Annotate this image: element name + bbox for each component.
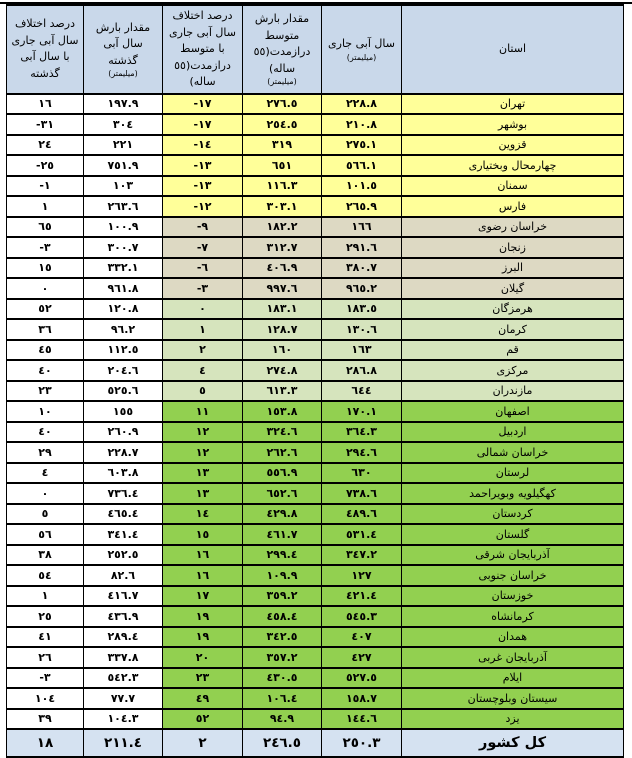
cell-longterm_avg: ٣٥٩.٢: [243, 586, 322, 607]
cell-pct_vs_last: ١٠: [7, 401, 84, 422]
cell-province: گیلان: [402, 278, 624, 299]
cell-pct_vs_last: ٤٠: [7, 422, 84, 443]
cell-last_year: ٣٣٧.٨: [84, 647, 163, 668]
cell-last_year: ٤١٦.٧: [84, 586, 163, 607]
cell-pct_vs_last: ٢٦: [7, 647, 84, 668]
cell-last_year: ٤٦٥.٤: [84, 504, 163, 525]
cell-last_year: ٩٦١.٨: [84, 278, 163, 299]
cell-last_year: ١٠٤.٣: [84, 709, 163, 730]
cell-current_year: ٥٢٧.٥: [322, 668, 402, 689]
cell-last_year: ٧٧.٧: [84, 688, 163, 709]
cell-current_year: ٥٤٥.٣: [322, 606, 402, 627]
cell-longterm_avg: ٢٩٩.٤: [243, 545, 322, 566]
cell-longterm_avg: ٣٠٣.١: [243, 196, 322, 217]
cell-province: البرز: [402, 258, 624, 279]
total-cell-pct_vs_longterm: ٢: [163, 729, 243, 757]
table-row: [7, 586, 624, 607]
cell-last_year: ٢٦٠.٩: [84, 422, 163, 443]
cell-province: مازندران: [402, 381, 624, 402]
table-row: [7, 647, 624, 668]
table-row: [7, 565, 624, 586]
column-unit-label: (میلیمتر): [346, 52, 377, 62]
cell-pct_vs_last: ١٥: [7, 258, 84, 279]
cell-current_year: ٢٨٦.٨: [322, 360, 402, 381]
cell-province: خراسان رضوی: [402, 217, 624, 238]
cell-current_year: ١٢٧: [322, 565, 402, 586]
cell-last_year: ٧٥١.٩: [84, 155, 163, 176]
cell-pct_vs_longterm: -٦: [163, 258, 243, 279]
cell-pct_vs_longterm: ١: [163, 319, 243, 340]
cell-longterm_avg: ٢٧٦.٥: [243, 94, 322, 115]
cell-pct_vs_longterm: ١٦: [163, 565, 243, 586]
cell-pct_vs_last: -١: [7, 176, 84, 197]
column-header-province: [402, 5, 624, 94]
cell-current_year: ٣٤٧.٢: [322, 545, 402, 566]
cell-current_year: ٢١٠.٨: [322, 114, 402, 135]
cell-pct_vs_last: -٣١: [7, 114, 84, 135]
cell-pct_vs_longterm: ٤٩: [163, 688, 243, 709]
cell-pct_vs_longterm: ١٣: [163, 463, 243, 484]
cell-province: آذربایجان شرقی: [402, 545, 624, 566]
column-label: درصد اختلاف سال آبی جاری با سال آبی گذشته: [11, 17, 79, 80]
cell-longterm_avg: ٦١٣.٣: [243, 381, 322, 402]
cell-pct_vs_longterm: ١٩: [163, 606, 243, 627]
cell-current_year: ٧٣٨.٦: [322, 483, 402, 504]
cell-province: سیستان وبلوچستان: [402, 688, 624, 709]
table-row: [7, 401, 624, 422]
table-row: [7, 217, 624, 238]
cell-pct_vs_longterm: -١٧: [163, 114, 243, 135]
table-row: [7, 319, 624, 340]
cell-pct_vs_longterm: ١٦: [163, 545, 243, 566]
cell-longterm_avg: ١٠٦.٤: [243, 688, 322, 709]
table-row: [7, 114, 624, 135]
table-row: [7, 545, 624, 566]
column-unit-label: (میلیمتر): [267, 77, 297, 87]
cell-pct_vs_longterm: -٩: [163, 217, 243, 238]
cell-pct_vs_last: ٤٠: [7, 360, 84, 381]
cell-pct_vs_longterm: -١٤: [163, 135, 243, 156]
cell-pct_vs_last: ٣٨: [7, 545, 84, 566]
table-row: [7, 94, 624, 115]
cell-last_year: ٢٢٨.٧: [84, 442, 163, 463]
column-header-longterm_avg: [243, 5, 322, 94]
table-row: [7, 381, 624, 402]
cell-longterm_avg: ٣٥٧.٢: [243, 647, 322, 668]
cell-current_year: ١٣٠.٦: [322, 319, 402, 340]
cell-current_year: ١٦٦: [322, 217, 402, 238]
cell-last_year: ٣٣٢.١: [84, 258, 163, 279]
cell-pct_vs_last: -٣: [7, 668, 84, 689]
cell-pct_vs_last: ١٦: [7, 94, 84, 115]
column-unit-label: (میلیمتر): [108, 69, 138, 79]
cell-last_year: ٣٠٠.٧: [84, 237, 163, 258]
total-cell-pct_vs_last: ١٨: [7, 729, 84, 757]
cell-province: یزد: [402, 709, 624, 730]
cell-current_year: ٦٤٤: [322, 381, 402, 402]
column-header-pct_vs_longterm: [163, 5, 243, 94]
total-cell-last_year: ٢١١.٤: [84, 729, 163, 757]
cell-pct_vs_longterm: ٥٢: [163, 709, 243, 730]
cell-current_year: ٣٨٠.٧: [322, 258, 402, 279]
cell-last_year: ١٠٣: [84, 176, 163, 197]
cell-pct_vs_last: ٦٥: [7, 217, 84, 238]
cell-longterm_avg: ١٠٩.٩: [243, 565, 322, 586]
cell-province: اردبیل: [402, 422, 624, 443]
cell-pct_vs_last: -٢٥: [7, 155, 84, 176]
cell-current_year: ٤٨٩.٦: [322, 504, 402, 525]
cell-current_year: ٤٠٧: [322, 627, 402, 648]
cell-last_year: ٥٤٢.٣: [84, 668, 163, 689]
cell-province: ایلام: [402, 668, 624, 689]
column-label: سال آبی جاری: [328, 37, 395, 51]
table-row: [7, 176, 624, 197]
cell-last_year: ٢٦٣.٦: [84, 196, 163, 217]
cell-pct_vs_last: ١٠٤: [7, 688, 84, 709]
table-row: [7, 442, 624, 463]
header-row: [7, 5, 624, 94]
total-cell-longterm_avg: ٢٤٦.٥: [243, 729, 322, 757]
total-cell-current_year: ٢٥٠.٣: [322, 729, 402, 757]
cell-pct_vs_longterm: ٤: [163, 360, 243, 381]
cell-province: خوزستان: [402, 586, 624, 607]
cell-pct_vs_last: ٣٦: [7, 319, 84, 340]
table-row: [7, 155, 624, 176]
cell-last_year: ٧٣٦.٤: [84, 483, 163, 504]
cell-current_year: ١٦٣: [322, 340, 402, 361]
cell-current_year: ٢٦٥.٩: [322, 196, 402, 217]
cell-province: کهگیلویه وبویراحمد: [402, 483, 624, 504]
cell-last_year: ٤٣٦.٩: [84, 606, 163, 627]
cell-pct_vs_longterm: ١٧: [163, 586, 243, 607]
cell-longterm_avg: ٣١٢.٧: [243, 237, 322, 258]
cell-longterm_avg: ٤٠٦.٩: [243, 258, 322, 279]
cell-current_year: ٢٩٤.٦: [322, 442, 402, 463]
table-row: [7, 360, 624, 381]
table-row: [7, 135, 624, 156]
cell-pct_vs_longterm: ١٤: [163, 504, 243, 525]
cell-last_year: ١٩٧.٩: [84, 94, 163, 115]
cell-pct_vs_last: ٥: [7, 504, 84, 525]
table-row: [7, 196, 624, 217]
cell-pct_vs_longterm: -١٣: [163, 176, 243, 197]
cell-pct_vs_longterm: -٣: [163, 278, 243, 299]
cell-pct_vs_longterm: -١٢: [163, 196, 243, 217]
cell-pct_vs_longterm: -١٧: [163, 94, 243, 115]
table-row: [7, 504, 624, 525]
cell-pct_vs_last: ٢٣: [7, 381, 84, 402]
cell-pct_vs_last: ٤١: [7, 627, 84, 648]
table-row: [7, 422, 624, 443]
cell-province: لرستان: [402, 463, 624, 484]
cell-last_year: ٥٢٥.٦: [84, 381, 163, 402]
cell-last_year: ١١٢.٥: [84, 340, 163, 361]
cell-current_year: ١٤٤.٦: [322, 709, 402, 730]
cell-pct_vs_last: ٢٥: [7, 606, 84, 627]
table-row: [7, 483, 624, 504]
cell-current_year: ١٠١.٥: [322, 176, 402, 197]
cell-pct_vs_longterm: ٢٠: [163, 647, 243, 668]
cell-longterm_avg: ١٨٣.١: [243, 299, 322, 320]
cell-last_year: ٦٠٣.٨: [84, 463, 163, 484]
cell-current_year: ٥٦٦.١: [322, 155, 402, 176]
table-row: [7, 258, 624, 279]
cell-pct_vs_last: ٣٩: [7, 709, 84, 730]
table-row: [7, 688, 624, 709]
cell-last_year: ١٠٠.٩: [84, 217, 163, 238]
cell-longterm_avg: ٣٤٢.٥: [243, 627, 322, 648]
cell-longterm_avg: ٢٦٢.٦: [243, 442, 322, 463]
cell-pct_vs_longterm: ١٩: [163, 627, 243, 648]
cell-current_year: ٩٦٥.٢: [322, 278, 402, 299]
cell-pct_vs_last: ٥٦: [7, 524, 84, 545]
cell-pct_vs_last: ١: [7, 586, 84, 607]
table-row: [7, 278, 624, 299]
cell-pct_vs_last: ٠: [7, 483, 84, 504]
cell-current_year: ٥٣١.٤: [322, 524, 402, 545]
cell-pct_vs_longterm: ٥: [163, 381, 243, 402]
cell-province: قزوین: [402, 135, 624, 156]
cell-current_year: ٤٢١.٤: [322, 586, 402, 607]
cell-current_year: ٣٦٤.٣: [322, 422, 402, 443]
cell-longterm_avg: ٩٤.٩: [243, 709, 322, 730]
cell-pct_vs_longterm: ٢٣: [163, 668, 243, 689]
table-row: [7, 668, 624, 689]
cell-last_year: ٢٥٢.٥: [84, 545, 163, 566]
cell-province: چهارمحال وبختیاری: [402, 155, 624, 176]
cell-pct_vs_last: ٢٤: [7, 135, 84, 156]
cell-last_year: ٣٠٤: [84, 114, 163, 135]
cell-longterm_avg: ٤٢٩.٨: [243, 504, 322, 525]
cell-current_year: ١٨٣.٥: [322, 299, 402, 320]
cell-province: کرمان: [402, 319, 624, 340]
cell-longterm_avg: ٦٥١: [243, 155, 322, 176]
column-header-last_year: [84, 5, 163, 94]
cell-pct_vs_longterm: ٠: [163, 299, 243, 320]
cell-current_year: ٢٢٨.٨: [322, 94, 402, 115]
precipitation-table: [6, 4, 624, 758]
cell-pct_vs_last: ١: [7, 196, 84, 217]
cell-longterm_avg: ٤٣٠.٥: [243, 668, 322, 689]
cell-pct_vs_last: ٠: [7, 278, 84, 299]
cell-province: سمنان: [402, 176, 624, 197]
cell-province: مرکزی: [402, 360, 624, 381]
cell-province: قم: [402, 340, 624, 361]
column-label: درصد اختلاف سال آبی جاری با متوسط درازمدت(٥٥ ساله): [169, 9, 236, 88]
table-row: [7, 237, 624, 258]
cell-pct_vs_longterm: ١٣: [163, 483, 243, 504]
total-cell-province: کل کشور: [402, 729, 624, 757]
cell-pct_vs_last: ٥٤: [7, 565, 84, 586]
cell-province: کردستان: [402, 504, 624, 525]
cell-pct_vs_last: -٣: [7, 237, 84, 258]
table-row: [7, 463, 624, 484]
cell-last_year: ١٢٠.٨: [84, 299, 163, 320]
cell-province: زنجان: [402, 237, 624, 258]
cell-longterm_avg: ٣٢٤.٦: [243, 422, 322, 443]
total-row: [7, 729, 624, 757]
cell-province: خراسان جنوبی: [402, 565, 624, 586]
cell-longterm_avg: ٣١٩: [243, 135, 322, 156]
cell-pct_vs_longterm: ١٥: [163, 524, 243, 545]
column-label: استان: [498, 42, 527, 55]
cell-longterm_avg: ١٥٣.٨: [243, 401, 322, 422]
cell-current_year: ٢٧٥.١: [322, 135, 402, 156]
table-row: [7, 709, 624, 730]
cell-last_year: ٨٢.٦: [84, 565, 163, 586]
cell-province: هرمزگان: [402, 299, 624, 320]
cell-last_year: ١٥٥: [84, 401, 163, 422]
cell-longterm_avg: ١٦٠: [243, 340, 322, 361]
cell-pct_vs_longterm: ١٢: [163, 422, 243, 443]
cell-current_year: ١٧٠.١: [322, 401, 402, 422]
cell-longterm_avg: ٩٩٧.٦: [243, 278, 322, 299]
cell-current_year: ٦٣٠: [322, 463, 402, 484]
table-row: [7, 627, 624, 648]
cell-longterm_avg: ٥٥٦.٩: [243, 463, 322, 484]
cell-current_year: ٢٩١.٦: [322, 237, 402, 258]
column-label: مقدار بارش سال آبی گذشته: [95, 20, 151, 67]
cell-province: خراسان شمالی: [402, 442, 624, 463]
cell-last_year: ٣٤١.٤: [84, 524, 163, 545]
cell-province: گلستان: [402, 524, 624, 545]
table-row: [7, 606, 624, 627]
cell-longterm_avg: ٦٥٢.٦: [243, 483, 322, 504]
table-row: [7, 340, 624, 361]
cell-pct_vs_longterm: -١٣: [163, 155, 243, 176]
cell-pct_vs_longterm: ١١: [163, 401, 243, 422]
cell-longterm_avg: ٤٦١.٧: [243, 524, 322, 545]
cell-pct_vs_last: ٤: [7, 463, 84, 484]
cell-pct_vs_longterm: ١٢: [163, 442, 243, 463]
table-row: [7, 299, 624, 320]
cell-pct_vs_last: ٢٩: [7, 442, 84, 463]
cell-longterm_avg: ١٨٢.٢: [243, 217, 322, 238]
table-row: [7, 524, 624, 545]
cell-province: آذربایجان غربی: [402, 647, 624, 668]
cell-pct_vs_last: ٤٥: [7, 340, 84, 361]
cell-longterm_avg: ٢٥٤.٥: [243, 114, 322, 135]
cell-pct_vs_longterm: ٢: [163, 340, 243, 361]
cell-current_year: ٤٢٧: [322, 647, 402, 668]
cell-province: فارس: [402, 196, 624, 217]
cell-province: کرمانشاه: [402, 606, 624, 627]
cell-province: اصفهان: [402, 401, 624, 422]
cell-longterm_avg: ١١٦.٣: [243, 176, 322, 197]
column-label: مقدار بارش متوسط درازمدت(٥٥ ساله): [253, 12, 311, 75]
cell-longterm_avg: ٢٧٤.٨: [243, 360, 322, 381]
cell-last_year: ٢٢١: [84, 135, 163, 156]
cell-longterm_avg: ٤٥٨.٤: [243, 606, 322, 627]
cell-province: تهران: [402, 94, 624, 115]
cell-current_year: ١٥٨.٧: [322, 688, 402, 709]
cell-last_year: ٢٨٩.٤: [84, 627, 163, 648]
table-body: [7, 94, 624, 730]
cell-last_year: ٢٠٤.٦: [84, 360, 163, 381]
cell-province: بوشهر: [402, 114, 624, 135]
cell-pct_vs_longterm: -٧: [163, 237, 243, 258]
cell-longterm_avg: ١٢٨.٧: [243, 319, 322, 340]
cell-last_year: ٩٦.٢: [84, 319, 163, 340]
cell-pct_vs_last: ٥٢: [7, 299, 84, 320]
cell-province: همدان: [402, 627, 624, 648]
column-header-current_year: [322, 5, 402, 94]
column-header-pct_vs_last: [7, 5, 84, 94]
